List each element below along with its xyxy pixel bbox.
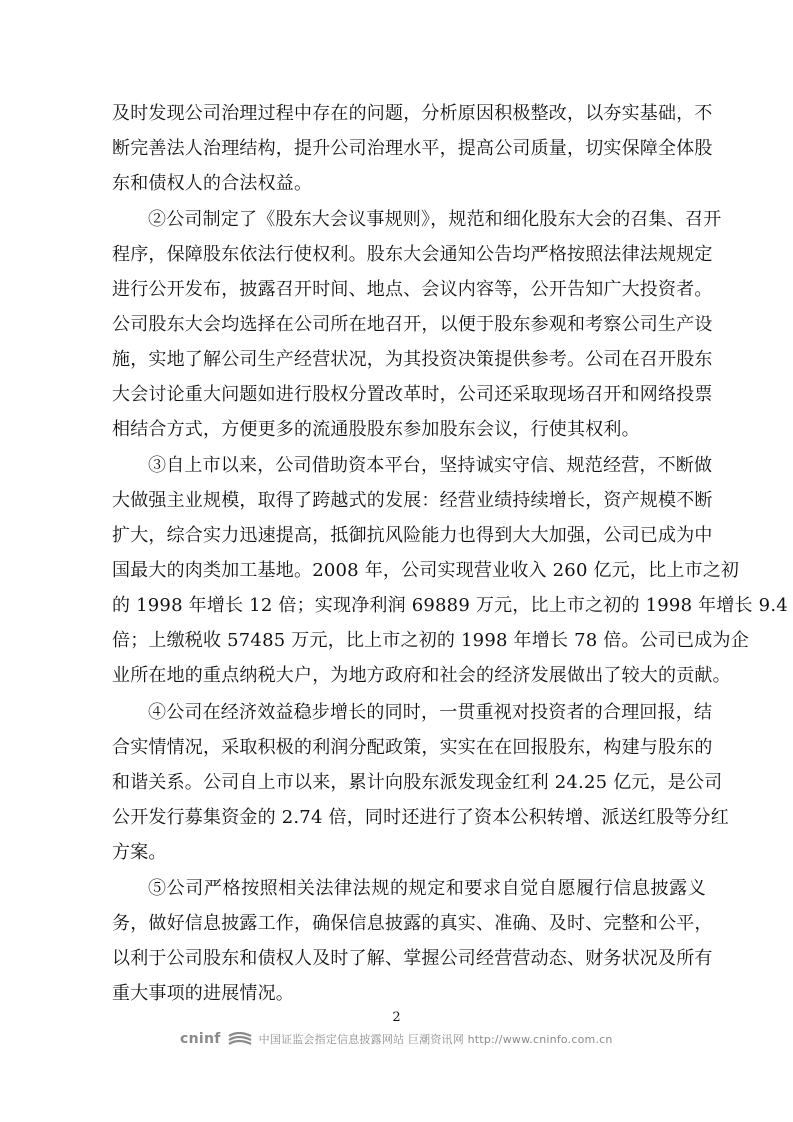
text-line: ④公司在经济效益稳步增长的同时，一贯重视对投资者的合理回报，结: [148, 702, 713, 723]
text-line: 业所在地的重点纳税大户，为地方政府和社会的经济发展做出了较大的贡献。: [112, 665, 731, 686]
page-number: 2: [392, 1010, 401, 1025]
footer-text[interactable]: 中国证监会指定信息披露网站 巨潮资讯网 http://www.cninfo.com.cn: [258, 1033, 613, 1046]
text-line: 公司股东大会均选择在公司所在地召开，以便于股东参观和考察公司生产设: [112, 314, 713, 335]
text-line: 合实情情况，采取积极的利润分配政策，实实在在回报股东，构建与股东的: [112, 737, 713, 758]
footer-disclosure: [180, 1028, 613, 1050]
text-line: 及时发现公司治理过程中存在的问题，分析原因积极整改，以夯实基础，不: [112, 103, 713, 124]
text-line: 断完善法人治理结构，提升公司治理水平，提高公司质量，切实保障全体股: [112, 138, 713, 159]
text-line: 和谐关系。公司自上市以来，累计向股东派发现金红利 24.25 亿元，是公司: [112, 772, 723, 793]
text-line: 程序，保障股东依法行使权利。股东大会通知公告均严格按照法律法规规定: [112, 244, 713, 265]
text-line: 重大事项的进展情况。: [112, 983, 294, 1004]
text-line: 进行公开发布，披露召开时间、地点、会议内容等，公开告知广大投资者。: [112, 279, 713, 300]
text-line: ②公司制定了《股东大会议事规则》，规范和细化股东大会的召集、召开: [148, 209, 722, 230]
text-line: 方案。: [112, 842, 167, 863]
text-line: 大做强主业规模，取得了跨越式的发展：经营业绩持续增长，资产规模不断: [112, 490, 713, 511]
cninfo-logo-icon: [227, 1032, 253, 1046]
footer-brand: cninf: [180, 1031, 221, 1047]
text-line: 公开发行募集资金的 2.74 倍，同时还进行了资本公积转增、派送红股等分红: [112, 807, 729, 828]
text-line: 务，做好信息披露工作，确保信息披露的真实、准确、及时、完整和公平，: [112, 913, 713, 934]
text-line: 国最大的肉类加工基地。2008 年，公司实现营业收入 260 亿元，比上市之初: [112, 560, 740, 581]
text-line: ⑤公司严格按照相关法律法规的规定和要求自觉自愿履行信息披露义: [148, 878, 706, 899]
text-line: 大会讨论重大问题如进行股权分置改革时，公司还采取现场召开和网络投票: [112, 384, 713, 405]
text-line: 东和债权人的合法权益。: [112, 173, 313, 194]
text-line: 相结合方式，方便更多的流通股股东参加股东会议，行使其权利。: [112, 419, 640, 440]
text-line: 扩大，综合实力迅速提高，抵御抗风险能力也得到大大加强，公司已成为中: [112, 525, 713, 546]
text-line: 倍；上缴税收 57485 万元，比上市之初的 1998 年增长 78 倍。公司已成为企: [112, 630, 749, 651]
text-line: ③自上市以来，公司借助资本平台，坚持诚实守信、规范经营，不断做: [148, 455, 713, 476]
text-line: 的 1998 年增长 12 倍；实现净利润 69889 万元，比上市之初的 1998 年增长 9.4: [112, 595, 788, 616]
text-line: 以利于公司股东和债权人及时了解、掌握公司经营营动态、财务状况及所有: [112, 948, 713, 969]
text-line: 施，实地了解公司生产经营状况，为其投资决策提供参考。公司在召开股东: [112, 349, 713, 370]
